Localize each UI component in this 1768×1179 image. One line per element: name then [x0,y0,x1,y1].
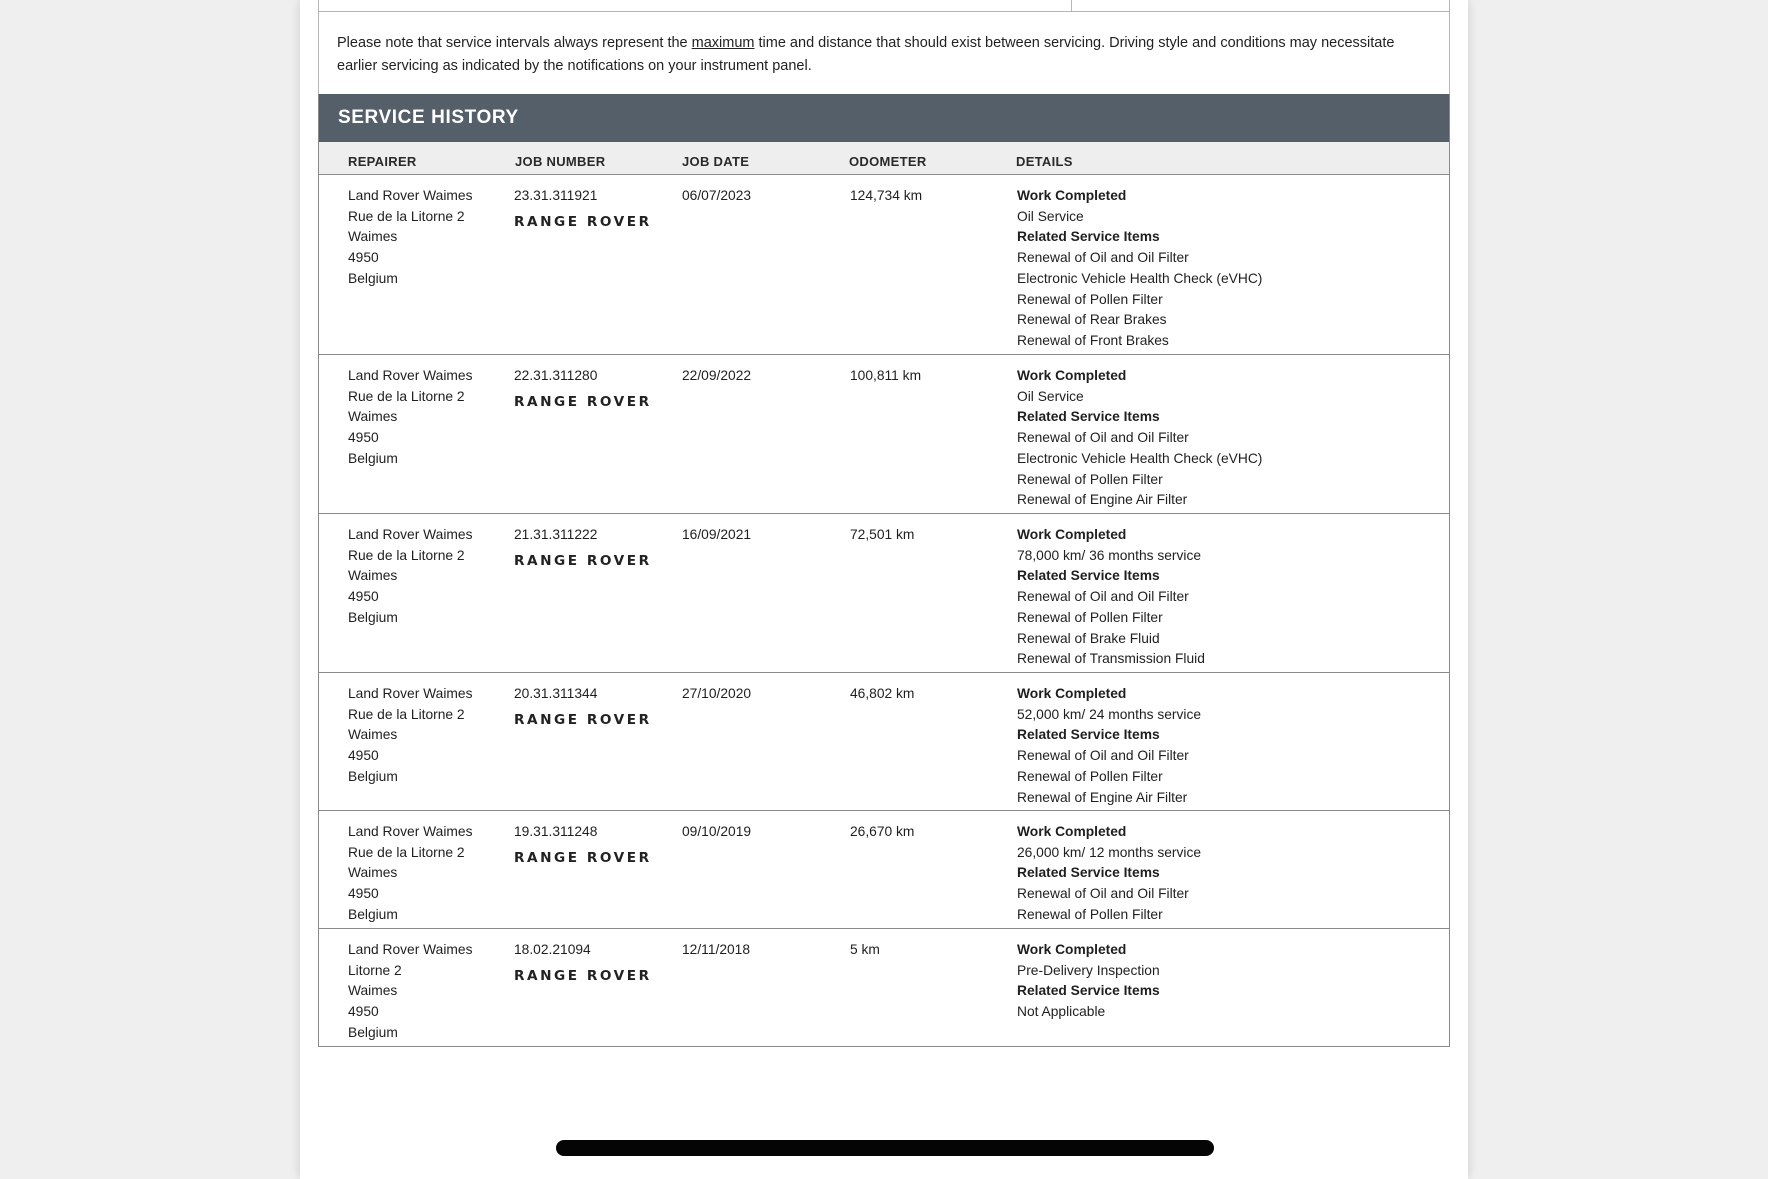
repairer-line: Belgium [348,768,398,784]
details-cell [1017,940,1357,1023]
details-cell [1017,186,1357,352]
repairer-line: Waimes [348,409,398,425]
note-text-maximum: maximum [691,35,755,51]
repairer-line: Land Rover Waimes [348,942,473,957]
job-date: 27/10/2020 [682,686,752,701]
repairer-line: Belgium [348,906,398,922]
note-text-start: Please note that service intervals always represent the [337,35,692,51]
service-history-title: SERVICE HISTORY [319,94,1449,142]
details-cell [1017,684,1357,808]
repairer-line: Waimes [348,568,398,584]
work-completed-label: Work Completed [1017,368,1127,383]
service-item: Renewal of Pollen Filter [1017,291,1163,307]
repairer-line: Waimes [348,229,398,245]
odometer-value: 124,734 km [850,188,923,203]
repairer-line: 4950 [348,430,379,446]
table-row [319,175,1449,355]
details-cell [1017,366,1357,511]
repairer-line: 4950 [348,1004,379,1020]
service-interval-note [337,32,1427,78]
range-rover-logo: RANGE ROVER [514,968,652,984]
range-rover-logo: RANGE ROVER [514,214,652,230]
service-item: Electronic Vehicle Health Check (eVHC) [1017,270,1263,286]
work-completed-value: 26,000 km/ 12 months service [1017,844,1202,860]
work-completed-value: 52,000 km/ 24 months service [1017,706,1202,722]
job-number-cell [514,525,684,572]
column-header-job-number: JOB NUMBER [515,154,606,169]
related-service-items-label: Related Service Items [1017,409,1160,425]
repairer-cell [348,525,518,629]
job-number: 18.02.21094 [514,942,591,957]
job-date: 22/09/2022 [682,368,752,383]
repairer-line: Waimes [348,983,398,999]
repairer-line: Rue de la Litorne 2 [348,547,465,563]
table-divider [1071,0,1072,11]
odometer-value: 72,501 km [850,527,915,542]
service-item: Renewal of Pollen Filter [1017,906,1163,922]
repairer-line: Rue de la Litorne 2 [348,208,465,224]
service-item: Renewal of Rear Brakes [1017,312,1167,328]
previous-table-bottom [318,0,1450,12]
job-number-cell [514,366,684,413]
related-service-items-label: Related Service Items [1017,568,1160,584]
repairer-line: Litorne 2 [348,962,402,978]
service-item: Renewal of Pollen Filter [1017,768,1163,784]
repairer-line: 4950 [348,250,379,266]
service-item: Electronic Vehicle Health Check (eVHC) [1017,450,1263,466]
repairer-line: Belgium [348,1024,398,1040]
table-body [319,175,1449,1046]
service-item: Renewal of Oil and Oil Filter [1017,748,1189,764]
repairer-line: Waimes [348,865,398,881]
service-item: Renewal of Brake Fluid [1017,630,1160,646]
service-item: Renewal of Oil and Oil Filter [1017,886,1189,902]
table-row [319,355,1449,514]
related-service-items-label: Related Service Items [1017,727,1160,743]
repairer-cell [348,366,518,470]
range-rover-logo: RANGE ROVER [514,712,652,728]
service-item: Renewal of Engine Air Filter [1017,492,1188,508]
column-header-job-date: JOB DATE [682,154,750,169]
job-number: 22.31.311280 [514,368,598,383]
job-number-cell [514,940,684,987]
related-service-items-label: Related Service Items [1017,229,1160,245]
service-item: Renewal of Pollen Filter [1017,609,1163,625]
table-row [319,811,1449,929]
service-item: Renewal of Oil and Oil Filter [1017,589,1189,605]
work-completed-label: Work Completed [1017,942,1127,957]
service-item: Renewal of Engine Air Filter [1017,789,1188,805]
job-number-cell [514,186,684,233]
work-completed-value: Oil Service [1017,208,1084,224]
repairer-line: Belgium [348,609,398,625]
note-text-end: time and distance that should exist between servicing. Driving style and conditions may necessitate earlier servicing as indicated by the notifications on your instrument panel. [337,35,1395,74]
repairer-line: Land Rover Waimes [348,368,473,383]
repairer-line: Rue de la Litorne 2 [348,388,465,404]
job-date: 06/07/2023 [682,188,752,203]
details-cell [1017,525,1357,670]
service-history-table [318,94,1450,1047]
column-header-details: DETAILS [1016,154,1073,169]
repairer-line: Land Rover Waimes [348,824,473,839]
job-number: 19.31.311248 [514,824,598,839]
repairer-cell [348,822,518,926]
service-item: Renewal of Transmission Fluid [1017,651,1205,667]
repairer-line: Belgium [348,450,398,466]
work-completed-value: Oil Service [1017,388,1084,404]
repairer-cell [348,186,518,290]
range-rover-logo: RANGE ROVER [514,850,652,866]
table-row [319,673,1449,811]
range-rover-logo: RANGE ROVER [514,394,652,410]
repairer-line: Land Rover Waimes [348,527,473,542]
details-cell [1017,822,1357,926]
related-service-items-label: Related Service Items [1017,865,1160,881]
service-item: Renewal of Oil and Oil Filter [1017,430,1189,446]
related-service-items-label: Related Service Items [1017,983,1160,999]
table-header [319,142,1449,175]
range-rover-logo: RANGE ROVER [514,553,652,569]
column-header-odometer: ODOMETER [849,154,927,169]
repairer-cell [348,940,518,1044]
odometer-value: 100,811 km [850,368,922,383]
work-completed-label: Work Completed [1017,824,1127,839]
odometer-value: 5 km [850,942,880,957]
repairer-line: Land Rover Waimes [348,188,473,203]
repairer-line: Waimes [348,727,398,743]
work-completed-label: Work Completed [1017,686,1127,701]
table-row [319,514,1449,673]
home-indicator-bar[interactable] [556,1140,1214,1156]
repairer-line: 4950 [348,886,379,902]
repairer-line: Rue de la Litorne 2 [348,844,465,860]
repairer-line: Belgium [348,270,398,286]
job-number: 23.31.311921 [514,188,598,203]
odometer-value: 26,670 km [850,824,915,839]
column-header-repairer: REPAIRER [348,154,417,169]
work-completed-label: Work Completed [1017,527,1127,542]
job-date: 09/10/2019 [682,824,752,839]
job-number: 20.31.311344 [514,686,598,701]
job-date: 16/09/2021 [682,527,752,542]
work-completed-value: Pre-Delivery Inspection [1017,962,1160,978]
job-date: 12/11/2018 [682,942,751,957]
repairer-line: 4950 [348,589,379,605]
work-completed-value: 78,000 km/ 36 months service [1017,547,1202,563]
service-interval-note-box [318,12,1450,94]
work-completed-label: Work Completed [1017,188,1127,203]
service-item: Renewal of Pollen Filter [1017,471,1163,487]
repairer-cell [348,684,518,788]
repairer-line: Land Rover Waimes [348,686,473,701]
service-item: Not Applicable [1017,1004,1106,1020]
job-number-cell [514,822,684,869]
table-row [319,929,1449,1046]
service-item: Renewal of Oil and Oil Filter [1017,250,1189,266]
document-page [300,0,1468,1179]
job-number: 21.31.311222 [514,527,598,542]
job-number-cell [514,684,684,731]
repairer-line: 4950 [348,748,379,764]
odometer-value: 46,802 km [850,686,915,701]
service-item: Renewal of Front Brakes [1017,332,1169,348]
repairer-line: Rue de la Litorne 2 [348,706,465,722]
